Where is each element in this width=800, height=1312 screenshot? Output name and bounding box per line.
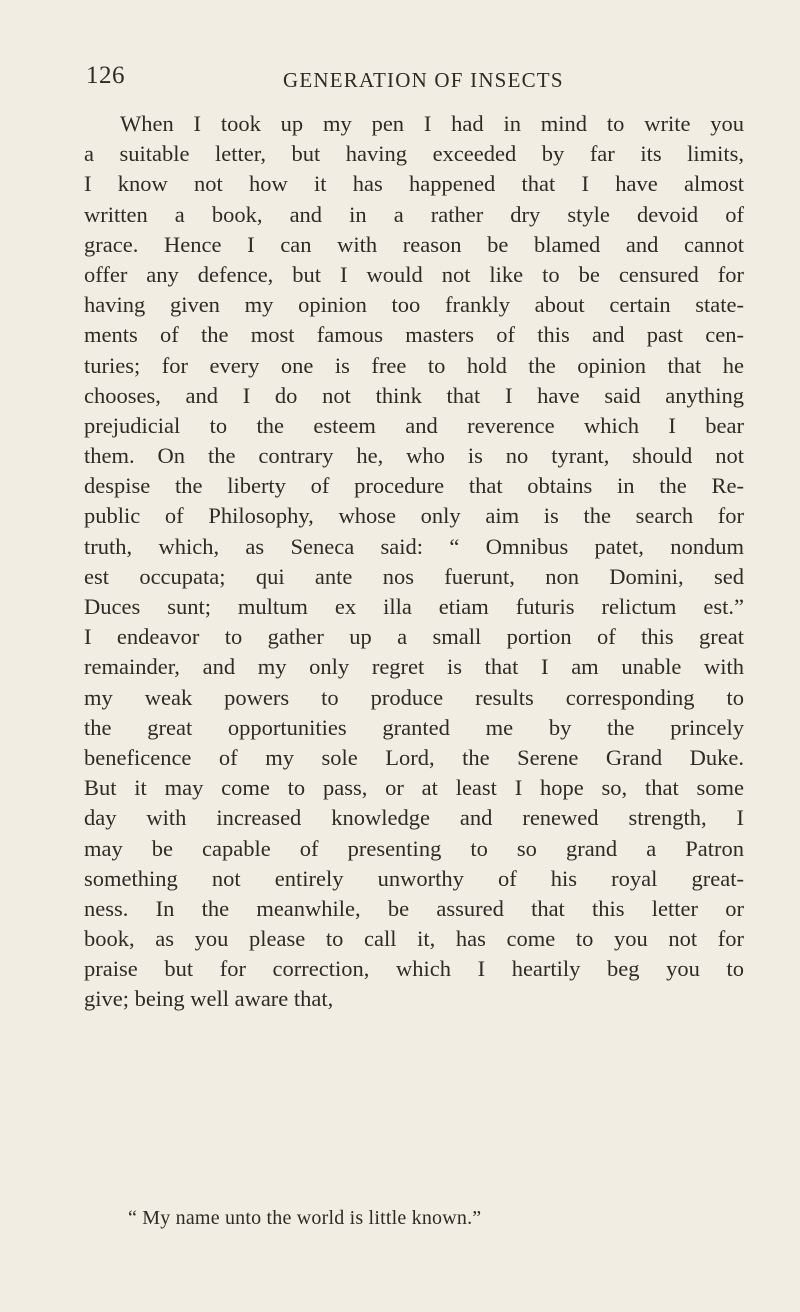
text-line: the great opportunities granted me by the princely — [84, 714, 744, 740]
text-line: praise but for correction, which I heartily beg you to — [84, 956, 744, 982]
text-line: But it may come to pass, or at least I hope so, that some — [84, 775, 744, 801]
text-line: them. On the contrary he, who is no tyrant, should not — [84, 443, 744, 469]
text-line: something not entirely unworthy of his royal great- — [84, 865, 744, 891]
text-line: chooses, and I do not think that I have said anything — [84, 382, 744, 408]
text-line: give; being well aware that, — [84, 986, 334, 1012]
running-head — [86, 62, 746, 96]
page-number: 126 — [86, 62, 125, 89]
text-line: ness. In the meanwhile, be assured that this letter or — [84, 895, 744, 921]
text-line: a suitable letter, but having exceeded by far its limits, — [84, 141, 744, 167]
text-line: grace. Hence I can with reason be blamed and cannot — [84, 231, 744, 257]
text-line: book, as you please to call it, has come to you not for — [84, 926, 744, 952]
text-line: est occupata; qui ante nos fuerunt, non Domini, sed — [84, 563, 744, 589]
text-line: When I took up my pen I had in mind to write you — [120, 111, 744, 136]
text-line: prejudicial to the esteem and reverence which I bear — [84, 412, 744, 438]
text-line: public of Philosophy, whose only aim is the search for — [84, 503, 744, 529]
text-line: truth, which, as Seneca said: “ Omnibus patet, nondum — [84, 533, 744, 559]
text-line: offer any defence, but I would not like to be censured for — [84, 261, 744, 287]
text-line: my weak powers to produce results corresponding to — [84, 684, 744, 710]
text-line: having given my opinion too frankly about certain state- — [84, 292, 744, 318]
body-paragraph — [84, 109, 744, 1015]
text-line: ments of the most famous masters of this and past cen- — [84, 322, 744, 348]
text-line: beneficence of my sole Lord, the Serene Grand Duke. — [84, 744, 744, 770]
running-title: GENERATION OF INSECTS — [283, 68, 564, 92]
text-line: may be capable of presenting to so grand a Patron — [84, 835, 744, 861]
text-line: despise the liberty of procedure that obtains in the Re- — [84, 473, 744, 499]
closing-quote: “ My name unto the world is little known.” — [128, 1207, 482, 1229]
text-line: I know not how it has happened that I have almost — [84, 171, 744, 197]
text-line: written a book, and in a rather dry style devoid of — [84, 201, 744, 227]
text-line: turies; for every one is free to hold the opinion that he — [84, 352, 744, 378]
text-line: Duces sunt; multum ex illa etiam futuris relictum est.” — [84, 594, 744, 619]
text-line: day with increased knowledge and renewed strength, I — [84, 805, 744, 831]
text-line: remainder, and my only regret is that I am unable with — [84, 654, 744, 680]
text-line: I endeavor to gather up a small portion of this great — [84, 624, 744, 650]
